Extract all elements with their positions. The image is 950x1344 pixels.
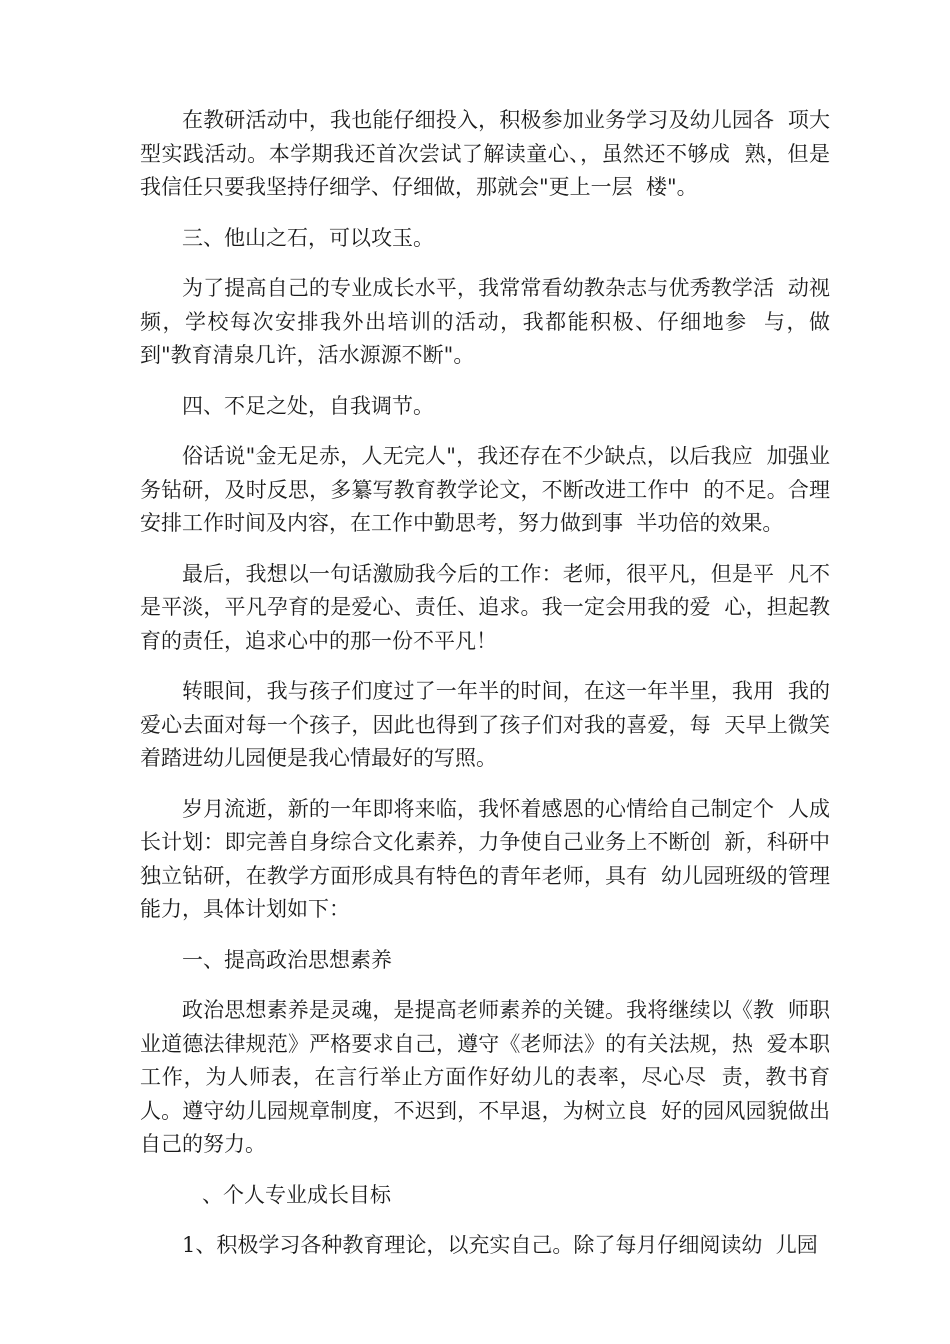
paragraph-professional-growth: 为了提高自己的专业成长水平，我常常看幼教杂志与优秀教学活 动视频，学校每次安排我外出培训的活动，我都能积极、仔细地参 与，做到"教育清泉几许，活水源源不断"。 bbox=[140, 276, 830, 367]
section-heading-4: 四、不足之处，自我调节。 bbox=[182, 393, 434, 418]
section-heading-3: 三、他山之石，可以攻玉。 bbox=[182, 225, 434, 250]
paragraph-learning-theory: 1、积极学习各种教育理论，以充实自己。除了每月仔细阅读幼 儿园 bbox=[182, 1233, 818, 1257]
section-heading-political: 一、提高政治思想素养 bbox=[182, 947, 392, 972]
paragraph-teaching-research: 在教研活动中，我也能仔细投入，积极参加业务学习及幼儿园各 项大型实践活动。本学期我还首次尝试了解读童心、，虽然还不够成 熟，但是我信任只要我坚持仔细学、仔细做，那就会"更上一层 楼"。 bbox=[140, 108, 830, 199]
paragraph-political-quality: 政治思想素养是灵魂，是提高老师素养的关键。我将继续以《教 师职业道德法律规范》严格要求自己，遵守《老师法》的有关法规，热 爱本职工作，为人师表，在言行举止方面作好幼儿的表率，尽心尽 责，教书育人。遵守幼儿园规章制度，不迟到，不早退，为树立良 好的园风园貌做出自己的努力。 bbox=[140, 998, 830, 1156]
paragraph-conclusion: 最后，我想以一句话激励我今后的工作：老师，很平凡，但是平 凡不是平淡，平凡孕育的是爱心、责任、追求。我一定会用我的爱 心，担起教育的责任，追求心中的那一份不平凡！ bbox=[140, 561, 830, 653]
paragraph-new-year-plan: 岁月流逝，新的一年即将来临，我怀着感恩的心情给自己制定个 人成长计划：即完善自身综合文化素养，力争使自己业务上不断创 新，科研中独立钻研，在教学方面形成具有特色的青年老师，具有 幼儿园班级的管理能力，具体计划如下： bbox=[140, 796, 830, 921]
section-heading-personal-goals: 、个人专业成长目标 bbox=[202, 1182, 391, 1207]
document-body bbox=[140, 104, 830, 1280]
paragraph-shortcomings: 俗话说"金无足赤，人无完人"，我还存在不少缺点，以后我应 加强业务钻研，及时反思，多纂写教育教学论文，不断改进工作中 的不足。合理安排工作时间及内容，在工作中勤思考，努力做到事 半功倍的效果。 bbox=[140, 444, 830, 535]
paragraph-time-passes: 转眼间，我与孩子们度过了一年半的时间，在这一年半里，我用 我的爱心去面对每一个孩子，因此也得到了孩子们对我的喜爱，每 天早上微笑着踏进幼儿园便是我心情最好的写照。 bbox=[140, 679, 830, 770]
